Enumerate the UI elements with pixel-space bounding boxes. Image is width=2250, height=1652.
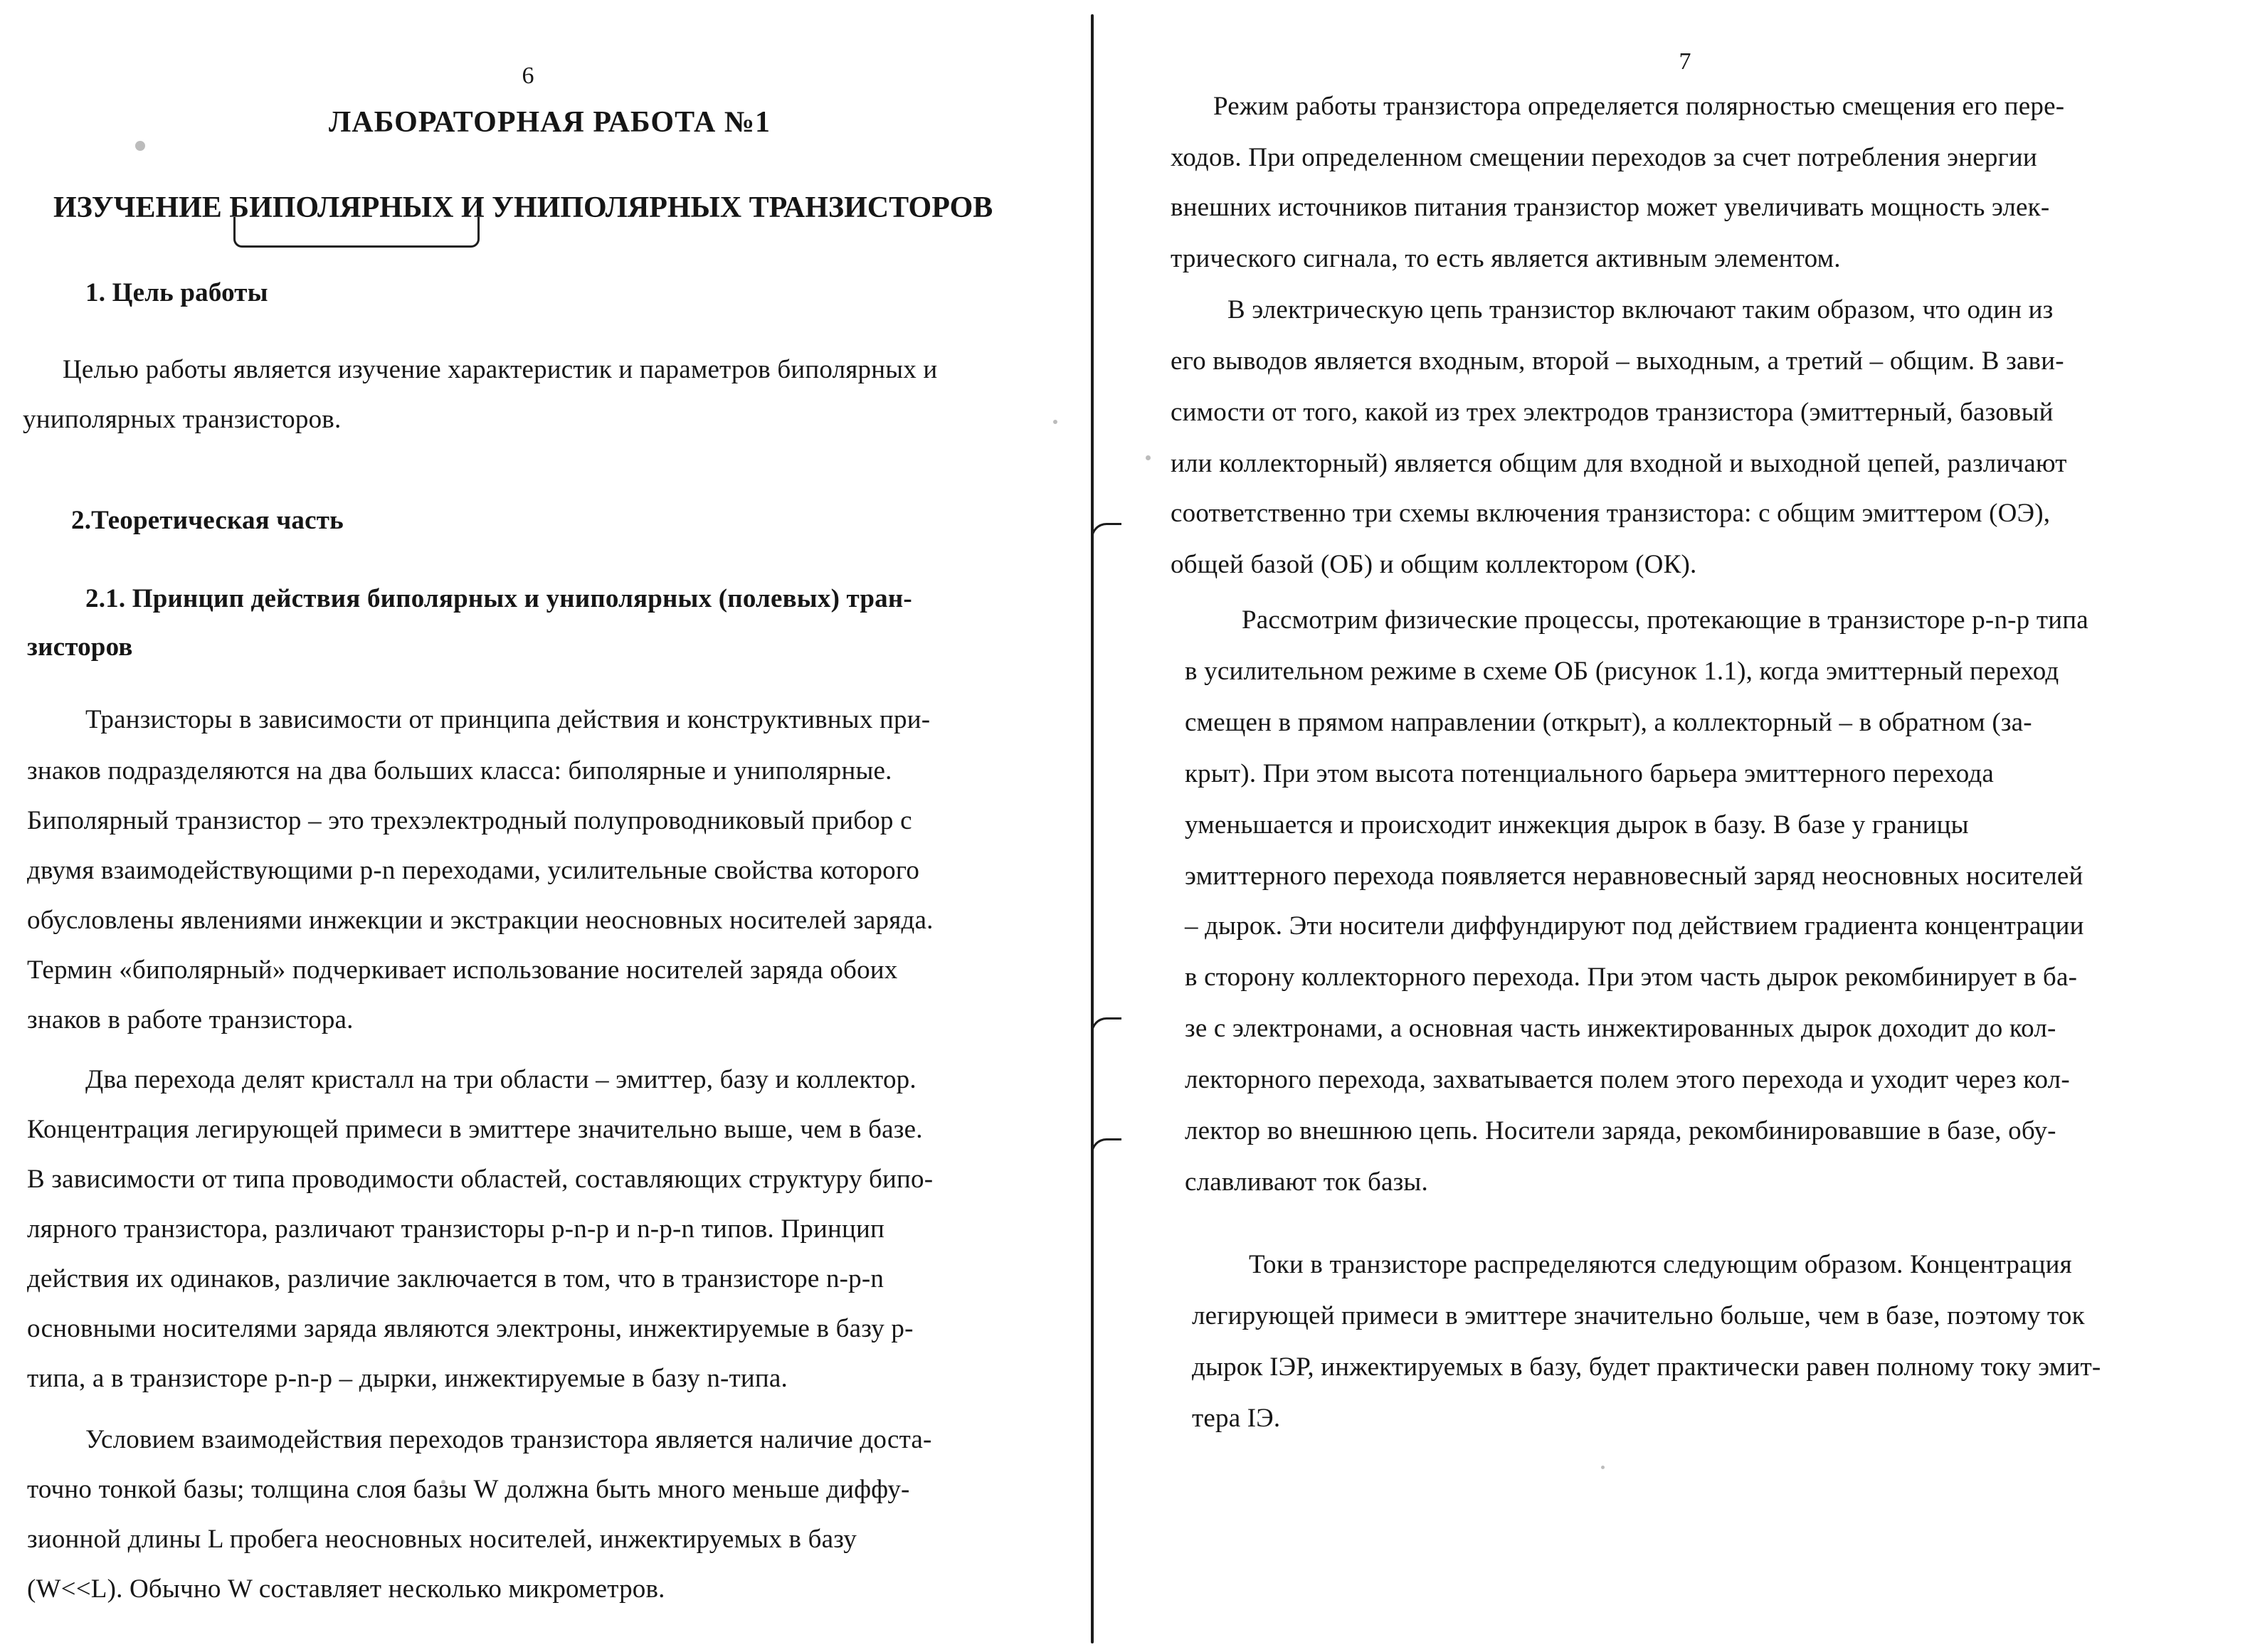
text-line: Рассмотрим физические процессы, протекающие в транзисторе p-n-p типа	[1242, 605, 2088, 635]
page-number: 6	[522, 63, 534, 89]
text-line: ходов. При определенном смещении переходов за счет потребления энергии	[1171, 143, 2037, 172]
heading-line: зисторов	[27, 632, 133, 662]
text-line: двумя взаимодействующими p-n переходами, усилительные свойства которого	[27, 856, 920, 885]
text-line: Термин «биполярный» подчеркивает использование носителей заряда обоих	[27, 955, 898, 985]
text-line: Биполярный транзистор – это трехэлектродный полупроводниковый прибор с	[27, 806, 912, 835]
text-line: в усилительном режиме в схеме ОБ (рисунок 1.1), когда эмиттерный переход	[1185, 657, 2059, 686]
text-line: знаков подразделяются на два больших класса: биполярные и униполярные.	[27, 756, 892, 785]
text-line: В электрическую цепь транзистор включают таким образом, что один из	[1227, 295, 2054, 324]
lab-title: ЛАБОРАТОРНАЯ РАБОТА №1	[329, 106, 771, 139]
text-line: крыт). При этом высота потенциального барьера эмиттерного перехода	[1185, 759, 1995, 788]
text-line: Целью работы является изучение характеристик и параметров биполярных и	[63, 355, 938, 384]
text-line: обусловлены явлениями инжекции и экстракции неосновных носителей заряда.	[27, 906, 934, 935]
text-line: униполярных транзисторов.	[23, 405, 342, 434]
text-line: знаков в работе транзистора.	[27, 1005, 354, 1034]
heading-line: 2.1. Принцип действия биполярных и униполярных (полевых) тран-	[85, 584, 912, 613]
text-line: славливают ток базы.	[1185, 1167, 1428, 1197]
text-line: Режим работы транзистора определяется полярностью смещения его пере-	[1213, 92, 2065, 121]
text-line: основными носителями заряда являются электроны, инжектируемые в базу p-	[27, 1314, 914, 1343]
text-line: общей базой (ОБ) и общим коллектором (ОК).	[1171, 550, 1697, 579]
text-line: типа, а в транзисторе p-n-p – дырки, инжектируемые в базу n-типа.	[27, 1364, 788, 1393]
text-line: внешних источников питания транзистор может увеличивать мощность элек-	[1171, 193, 2050, 222]
text-line: Условием взаимодействия переходов транзистора является наличие доста-	[85, 1425, 932, 1454]
text-line: легирующей примеси в эмиттере значительно больше, чем в базе, поэтому ток	[1192, 1301, 2085, 1330]
text-line: зе с электронами, а основная часть инжектированных дырок доходит до кол-	[1185, 1014, 2056, 1043]
text-line: его выводов является входным, второй – выходным, а третий – общим. В зави-	[1171, 346, 2064, 376]
text-line: зионной длины L пробега неосновных носителей, инжектируемых в базу	[27, 1525, 857, 1554]
text-line: (W<<L). Обычно W составляет несколько микрометров.	[27, 1574, 665, 1604]
text-line: дырок IЭР, инжектируемых в базу, будет практически равен полному току эмит-	[1192, 1352, 2101, 1382]
handwritten-bracket-mark	[233, 217, 480, 248]
left-page	[0, 0, 1089, 1652]
text-line: точно тонкой базы; толщина слоя базы W должна быть много меньше диффу-	[27, 1475, 910, 1504]
text-line: действия их одинаков, различие заключается в том, что в транзисторе n-p-n	[27, 1264, 884, 1293]
text-line: Два перехода делят кристалл на три области – эмиттер, базу и коллектор.	[85, 1065, 917, 1094]
text-line: Транзисторы в зависимости от принципа действия и конструктивных при-	[85, 705, 931, 734]
text-line: эмиттерного перехода появляется неравновесный заряд неосновных носителей	[1185, 862, 2083, 891]
text-line: трического сигнала, то есть является активным элементом.	[1171, 244, 1841, 273]
text-line: лектор во внешнюю цепь. Носители заряда, рекомбинировавшие в базе, обу-	[1185, 1116, 2056, 1145]
text-line: или коллекторный) является общим для входной и выходной цепей, различают	[1171, 449, 2067, 478]
text-line: Токи в транзисторе распределяются следующим образом. Концентрация	[1249, 1250, 2072, 1279]
right-page	[1099, 0, 2250, 1652]
text-line: симости от того, какой из трех электродов транзистора (эмиттерный, базовый	[1171, 398, 2054, 427]
text-line: лекторного перехода, захватывается полем этого перехода и уходит через кол-	[1185, 1065, 2070, 1094]
section-1-heading: 1. Цель работы	[85, 278, 268, 307]
book-spine-line	[1091, 14, 1094, 1643]
text-line: уменьшается и происходит инжекция дырок в базу. В базе у границы	[1185, 810, 1969, 840]
text-line: соответственно три схемы включения транзистора: с общим эмиттером (ОЭ),	[1171, 499, 2051, 528]
text-line: Концентрация легирующей примеси в эмиттере значительно выше, чем в базе.	[27, 1115, 923, 1144]
topic-title: ИЗУЧЕНИЕ БИПОЛЯРНЫХ И УНИПОЛЯРНЫХ ТРАНЗИСТОРОВ	[53, 191, 993, 224]
section-2-heading: 2.Теоретическая часть	[71, 506, 344, 535]
text-line: тера IЭ.	[1192, 1404, 1281, 1433]
text-line: В зависимости от типа проводимости областей, составляющих структуру бипо-	[27, 1165, 934, 1194]
text-line: – дырок. Эти носители диффундируют под действием градиента концентрации	[1185, 911, 2084, 941]
text-line: в сторону коллекторного перехода. При этом часть дырок рекомбинирует в ба-	[1185, 963, 2078, 992]
text-line: смещен в прямом направлении (открыт), а коллекторный – в обратном (за-	[1185, 708, 2032, 737]
text-line: лярного транзистора, различают транзисторы p-n-p и n-p-n типов. Принцип	[27, 1214, 884, 1244]
page-number: 7	[1679, 48, 1691, 75]
